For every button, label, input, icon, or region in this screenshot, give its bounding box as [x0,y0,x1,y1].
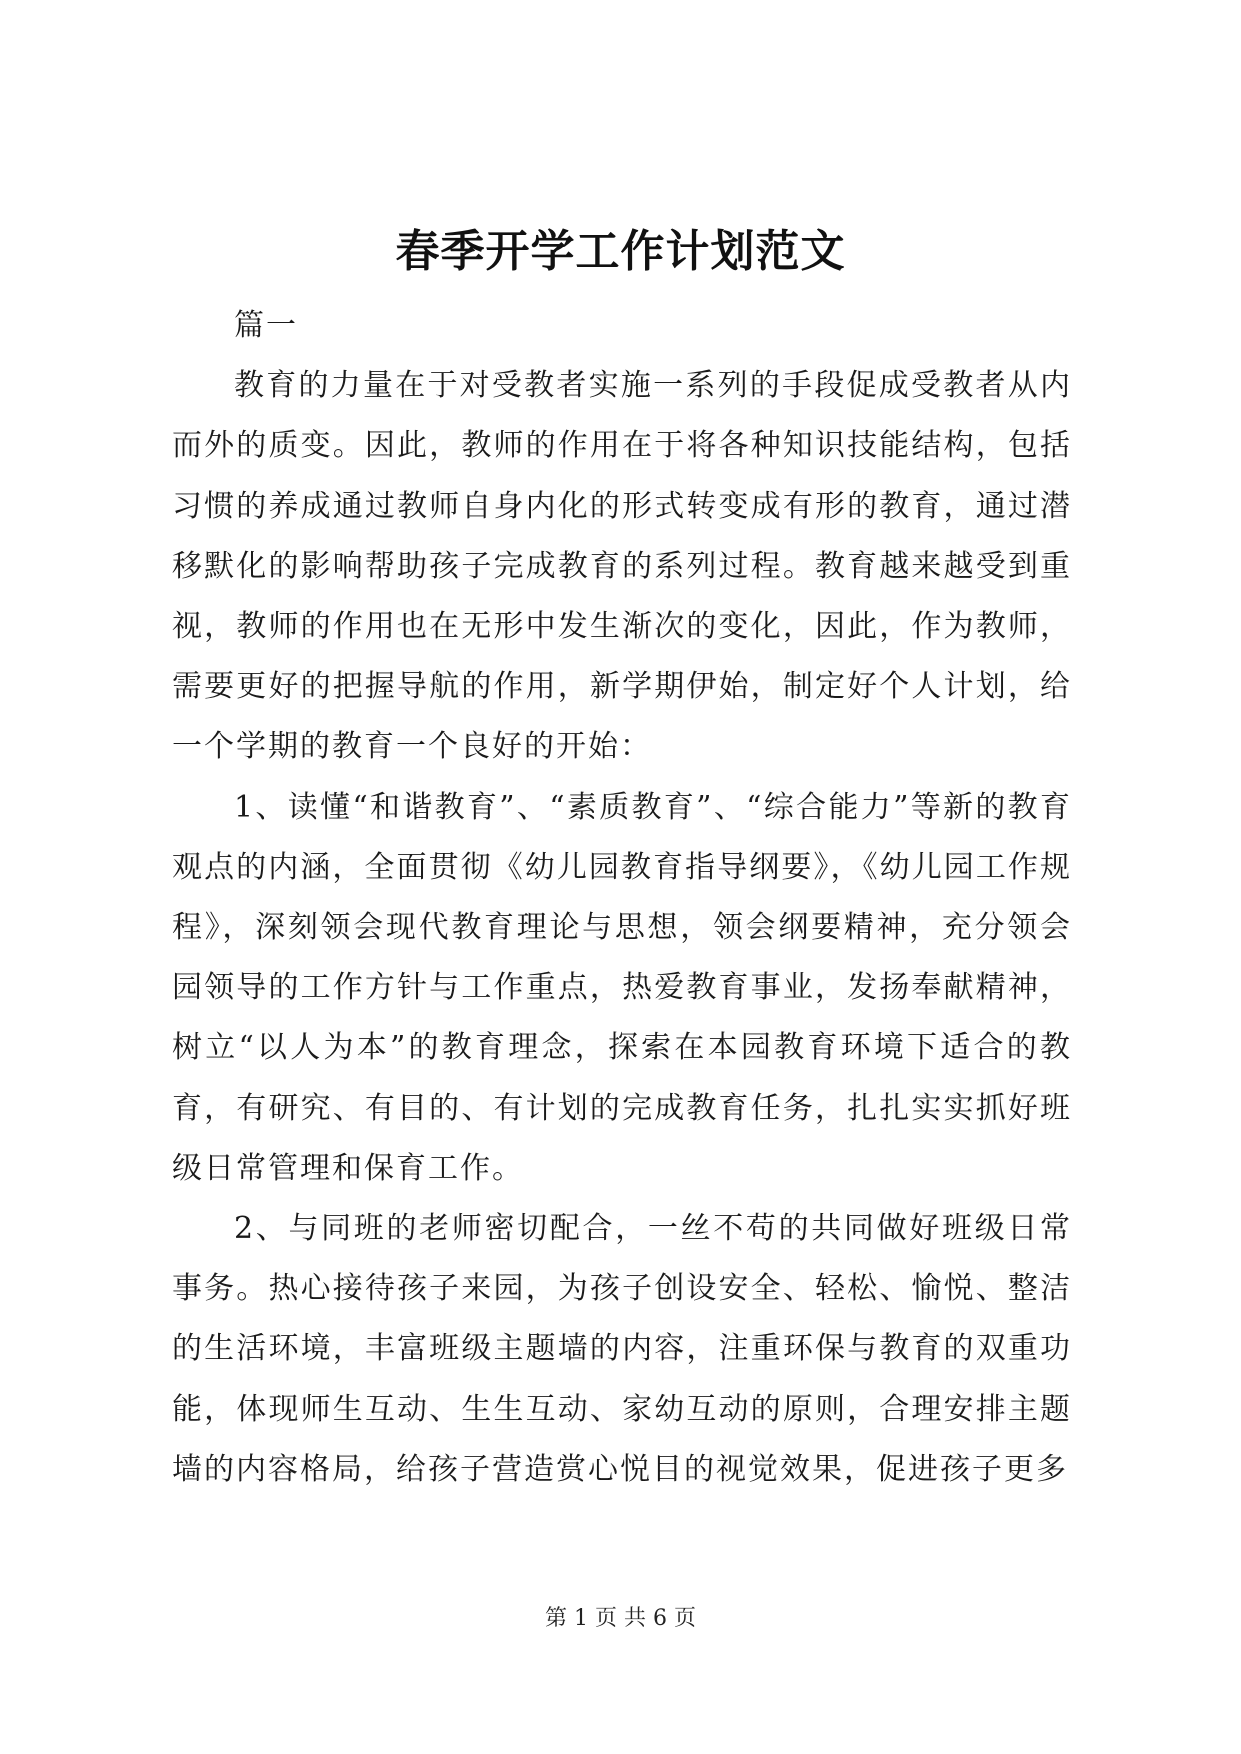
document-title: 春季开学工作计划范文 [395,226,846,277]
page-number-footer: 第 1 页 共 6 页 [545,1606,696,1631]
paragraph-intro: 教育的力量在于对受教者实施一系列的手段促成受教者从内而外的质变。因此，教师的作用在于将各种知识技能结构，包括习惯的养成通过教师自身内化的形式转变成有形的教育，通过潜移默化的影响帮助孩子完成教育的系列过程。教育越来越受到重视，教师的作用也在无形中发生渐次的变化，因此，作为教师，需要更好的把握导航的作用，新学期伊始，制定好个人计划，给一个学期的教育一个良好的开始： [172,368,1072,765]
paragraph-item-1: 1、读懂“和谐教育”、“素质教育”、“综合能力”等新的教育观点的内涵，全面贯彻《幼儿园教育指导纲要》，《幼儿园工作规程》，深刻领会现代教育理论与思想，领会纲要精神，充分领会园领导的工作方针与工作重点，热爱教育事业，发扬奉献精神，树立“以人为本”的教育理念，探索在本园教育环境下适合的教育，有研究、有目的、有计划的完成教育任务，扎扎实实抓好班级日常管理和保育工作。 [172,789,1072,1186]
paragraph-item-2: 2、与同班的老师密切配合，一丝不苟的共同做好班级日常事务。热心接待孩子来园，为孩子创设安全、轻松、愉悦、整洁的生活环境，丰富班级主题墙的内容，注重环保与教育的双重功能，体现师生互动、生生互动、家幼互动的原则，合理安排主题墙的内容格局，给孩子营造赏心悦目的视觉效果，促进孩子更多 [172,1211,1072,1487]
section-heading: 篇一 [234,308,298,343]
document-body [172,296,1072,1500]
